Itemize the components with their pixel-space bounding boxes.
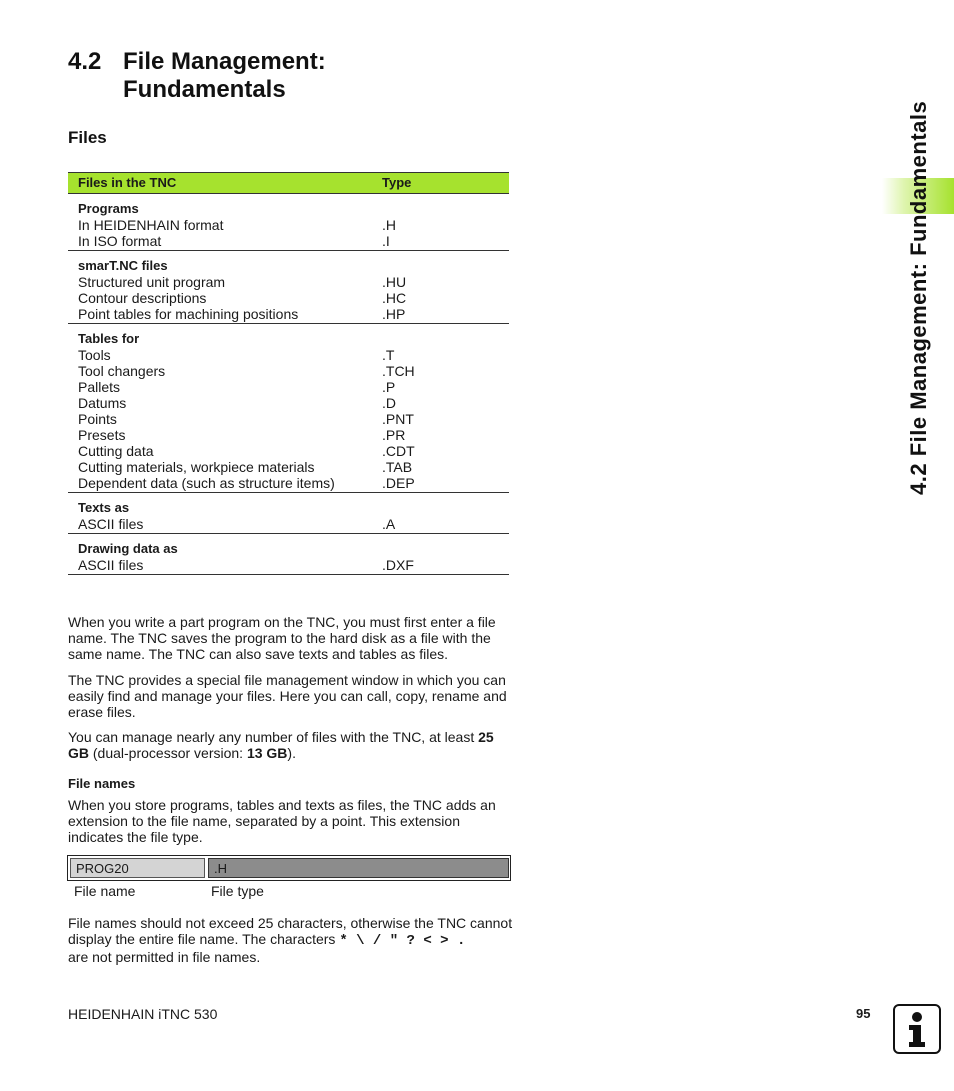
file-description: ASCII files [78, 516, 144, 532]
table-body [68, 194, 509, 575]
file-description: Tools [78, 347, 111, 363]
paragraph-file-names: When you store programs, tables and texts as files, the TNC adds an extension to the file name, separated by a point. This extension indicates the file type. [68, 797, 496, 845]
file-description: Point tables for machining positions [78, 306, 299, 322]
page-title [68, 48, 326, 104]
naming-rules-text-a: File names should not exceed 25 characters, otherwise the TNC cannot display the entire file name. The characters [68, 915, 513, 947]
subheading-file-names: File names [68, 776, 136, 791]
capacity-dual-value: 13 GB [246, 745, 288, 761]
file-extension: .H [382, 217, 396, 233]
file-extension: .CDT [382, 443, 415, 459]
table-group [68, 251, 509, 324]
file-extension: .DEP [382, 475, 415, 491]
paragraph-naming-rules [68, 915, 513, 965]
section-title: Files [68, 128, 107, 147]
section-number: 4.2 [68, 48, 102, 75]
table-row [68, 347, 509, 363]
group-heading [68, 541, 509, 557]
page-number: 95 [856, 1006, 871, 1021]
file-description: In ISO format [78, 233, 162, 249]
table-row [68, 557, 509, 573]
group-heading [68, 258, 509, 274]
table-row [68, 411, 509, 427]
file-description: Dependent data (such as structure items) [78, 475, 335, 491]
caption-file-type: File type [211, 883, 264, 899]
table-row [68, 274, 509, 290]
file-description: Points [78, 411, 117, 427]
table-row [68, 217, 509, 233]
file-name-example [67, 855, 511, 881]
file-extension: .A [382, 516, 396, 532]
file-description: Presets [78, 427, 126, 443]
table-row [68, 233, 509, 249]
group-heading-label: Programs [78, 201, 139, 216]
group-heading [68, 331, 509, 347]
file-description: Structured unit program [78, 274, 226, 290]
capacity-text-b: (dual-processor version: [89, 745, 247, 761]
chapter-sidebar-label: 4.2 File Management: Fundamentals [906, 100, 931, 495]
file-description: Cutting data [78, 443, 154, 459]
table-group [68, 534, 509, 575]
table-group [68, 324, 509, 493]
file-extension: .PR [382, 427, 406, 443]
paragraph-capacity [68, 729, 513, 761]
table-row [68, 363, 509, 379]
title-line-2: Fundamentals [123, 76, 286, 103]
table-row [68, 379, 509, 395]
example-type-field: .H [208, 858, 509, 878]
file-types-table [68, 172, 509, 575]
table-row [68, 395, 509, 411]
table-row [68, 306, 509, 322]
footer-product: HEIDENHAIN iTNC 530 [68, 1006, 218, 1022]
info-glyph [895, 1006, 939, 1052]
file-extension: .HP [382, 306, 406, 322]
table-group [68, 194, 509, 251]
paragraph-file-manager: The TNC provides a special file management window in which you can easily find and manage your files. Here you can call, copy, rename and erase files. [68, 672, 507, 720]
file-description: ASCII files [78, 557, 144, 573]
group-heading-label: smarT.NC files [78, 258, 168, 273]
file-extension: .D [382, 395, 396, 411]
capacity-value: 25 GB [68, 729, 494, 761]
example-name-field: PROG20 [70, 858, 205, 878]
file-extension: .TCH [382, 363, 415, 379]
table-row [68, 459, 509, 475]
paragraph-intro: When you write a part program on the TNC, you must first enter a file name. The TNC saves the program to the hard disk as a file with the same name. The TNC can also save texts and tables as files. [68, 614, 496, 662]
table-row [68, 290, 509, 306]
caption-file-name: File name [74, 883, 136, 899]
file-extension: .P [382, 379, 396, 395]
table-header [68, 172, 509, 194]
file-extension: .PNT [382, 411, 414, 427]
file-extension: .TAB [382, 459, 413, 475]
file-description: Tool changers [78, 363, 166, 379]
group-heading [68, 500, 509, 516]
file-extension: .HC [382, 290, 407, 306]
naming-rules-text-b: are not permitted in file names. [68, 949, 261, 965]
forbidden-characters: * \ / " ? < > . [339, 933, 466, 949]
file-description: Datums [78, 395, 127, 411]
file-description: Contour descriptions [78, 290, 207, 306]
table-row [68, 427, 509, 443]
file-extension: .I [382, 233, 390, 249]
table-row [68, 475, 509, 491]
group-heading-label: Texts as [78, 500, 130, 515]
capacity-text-a: You can manage nearly any number of files with the TNC, at least [68, 729, 479, 745]
header-type: Type [382, 175, 412, 190]
group-heading-label: Tables for [78, 331, 140, 346]
info-icon [893, 1004, 941, 1054]
table-row [68, 516, 509, 532]
group-heading-label: Drawing data as [78, 541, 178, 556]
table-row [68, 443, 509, 459]
header-files: Files in the TNC [78, 175, 177, 190]
file-extension: .DXF [382, 557, 414, 573]
file-extension: .HU [382, 274, 407, 290]
group-heading [68, 201, 509, 217]
title-line-1: File Management: [123, 48, 326, 75]
capacity-text-c: ). [287, 745, 296, 761]
table-group [68, 493, 509, 534]
file-extension: .T [382, 347, 395, 363]
file-description: Pallets [78, 379, 121, 395]
file-description: In HEIDENHAIN format [78, 217, 224, 233]
file-description: Cutting materials, workpiece materials [78, 459, 315, 475]
